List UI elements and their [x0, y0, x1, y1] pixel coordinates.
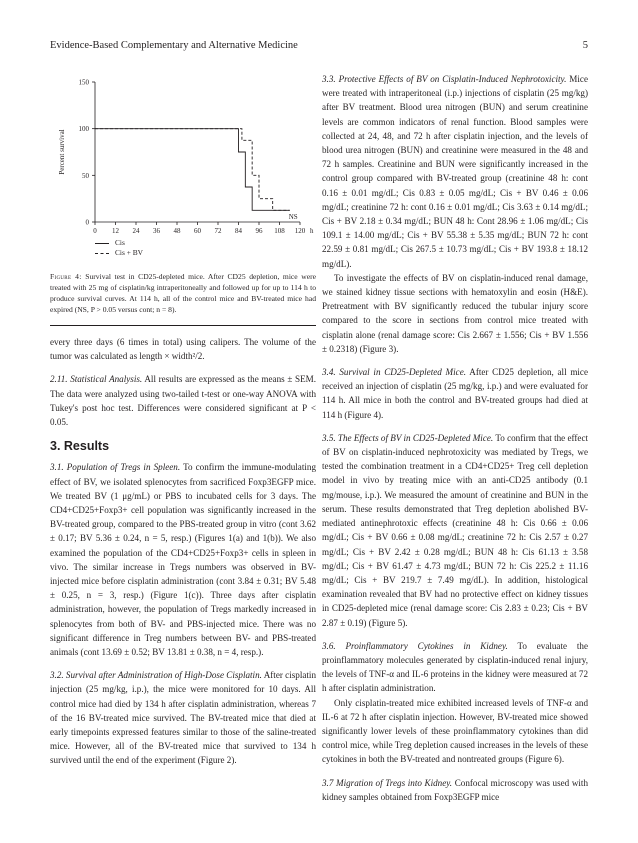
series-line-cis [95, 129, 290, 211]
x-tick-label: 108 [274, 227, 285, 235]
journal-title: Evidence-Based Complementary and Alternative Medicine [50, 40, 298, 51]
x-tick-label: 84 [235, 227, 242, 235]
x-tick-label: 0 [93, 227, 97, 235]
paragraph [322, 365, 588, 422]
figure-label: Figure 4: [50, 272, 82, 281]
figure-4 [50, 72, 316, 267]
y-tick-label: 50 [82, 171, 89, 180]
subsection-heading: 3.7 Migration of Tregs into Kidney. [322, 777, 453, 788]
x-tick-label: 48 [173, 227, 181, 235]
legend-label: Cis + BV [115, 248, 143, 257]
paragraph-text: All results are expressed as the means ± SEM. The data were analyzed using two-tailed t-test or one-way ANOVA with Tukey's post hoc test. Differences were considered significant at P < 0.05. [50, 374, 316, 428]
x-tick-label: 36 [153, 227, 160, 235]
paragraph [50, 460, 316, 659]
subsection-heading: 2.11. Statistical Analysis. [50, 374, 143, 385]
y-tick-label: 100 [78, 125, 89, 134]
paragraph: Only cisplatin-treated mice exhibited increased levels of TNF-α and IL-6 at 72 h after cisplatin injection. However, BV-treated mice showed significantly lower levels of these proinflammatory cytokines than did control mice, while Treg depletion caused increases in the levels of these cytokines in both the BV-treated and nontreated groups (Figure 6). [322, 697, 588, 765]
y-tick-label: 150 [78, 78, 89, 87]
x-tick-label: 96 [255, 227, 263, 235]
x-tick-label: 72 [214, 227, 222, 235]
x-tick-label: 60 [194, 227, 201, 235]
y-axis-label: Percent survival [58, 129, 66, 175]
page-number: 5 [582, 40, 588, 51]
x-tick-label: 120 [294, 227, 306, 235]
legend-solid-line-icon [95, 243, 109, 244]
x-tick-label: 12 [112, 227, 119, 235]
y-tick-label: 0 [85, 218, 89, 227]
paragraph-text: Confocal microscopy was used with kidney samples obtained from Foxp3EGFP mice [322, 777, 589, 802]
right-column [322, 72, 588, 804]
subsection-heading: 3.6. Proinflammatory Cytokines in Kidney. [322, 640, 508, 651]
subsection-heading: 3.2. Survival after Administration of High-Dose Cisplatin. [50, 670, 262, 681]
section-heading: 3. Results [50, 439, 110, 454]
paragraph [322, 72, 588, 271]
paragraph-text: Mice were treated with intraperitoneal (i.p.) injections of cisplatin (25 mg/kg) after BV treatment. Blood urea nitrogen (BUN) and serum creatinine levels are common indicators of renal function. Blood samples were collected at 24, 48, and 72 h after cisplatin injection, and the levels of blood urea nitrogen (BUN) and creatinine were measured in the 48 and 72 h samples. Creatinine and BUN were significantly increased in the control group compared with BV-treated group (creatinine 48 h: cont 0.16 ± 0.01 mg/dL; Cis 0.83 ± 0.05 mg/dL; Cis + BV 0.46 ± 0.06 mg/dL; creatinine 72 h: cont 0.16 ± 0.01 mg/dL; Cis 3.63 ± 0.14 mg/dL; Cis + BV 2.18 ± 0.34 mg/dL; BUN 48 h: Cont 28.96 ± 1.06 mg/dL; Cis 109.1 ± 14.00 mg/dL; Cis + BV 55.38 ± 5.35 mg/dL; BUN 72 h: cont 22.59 ± 0.81 mg/dL; Cis 267.5 ± 10.73 mg/dL; Cis + BV 193.8 ± 18.12 mg/dL). [322, 74, 588, 269]
subsection-heading: 3.5. The Effects of BV in CD25-Depleted Mice. [322, 432, 494, 443]
survival-chart [50, 72, 316, 267]
paragraph-text: To confirm that the effect of BV on cisplatin-induced nephrotoxicity was mediated by Tregs, we tested the combination treatment in a CD4+CD25+ Treg cell depletion model in vivo by treating mice with an anti-CD25 antibody (0.1 mg/mouse, i.p.). We measured the amount of creatinine and BUN in the serum. These results demonstrated that Treg depletion abolished BV-mediated antinephrotoxic effects (creatinine 48 h: Cis 0.66 ± 0.06 mg/dL; Cis + BV 0.66 ± 0.08 mg/dL; creatinine 72 h: Cis 2.57 ± 0.27 mg/dL; Cis + BV 2.42 ± 0.28 mg/dL; BUN 48 h: Cis 61.13 ± 3.58 mg/dL; Cis + BV 61.47 ± 4.73 mg/dL; BUN 72 h: Cis 225.2 ± 11.16 mg/dL; Cis + BV 219.7 ± 7.49 mg/dL). In addition, histological examination revealed that BV had no protective effect on kidney tissues in CD25-depleted mice (renal damage score: Cis 2.83 ± 0.23; Cis + BV 2.87 ± 0.19) (Figure 5). [322, 432, 589, 628]
paragraph-text: To confirm the immune-modulating effect of BV, we isolated splenocytes from sacrificed Foxp3EGFP mice. We treated BV (1 μg/mL) or PBS to incubated cells for 3 days. The CD4+CD25+Foxp3+ cell population was significantly increased in the BV-treated group, compared to the PBS-treated group in vitro (cont 3.62 ± 0.17; BV 5.36 ± 0.24, n = 5, resp.) (Figures 1(a) and 1(b)). We also examined the population of the CD4+CD25+Foxp3+ cells in spleen in vivo. The similar increase in Tregs numbers was observed in BV-injected mice before cisplatin administration (cont 3.84 ± 0.31; BV 5.48 ± 0.25, n = 3, resp.) (Figure 1(c)). Three days after cisplatin administration, however, the population of Tregs markedly increased in splenocytes from both of BV- and PBS-injected mice. There was no significant difference in Treg numbers between BV- and PBS-treated animals (cont 13.69 ± 0.52; BV 13.81 ± 0.38, n = 4, resp.). [50, 462, 316, 658]
paragraph [322, 776, 588, 804]
x-axis-label: h [310, 227, 314, 235]
paragraph-text: After CD25 depletion, all mice received an injection of cisplatin (25 mg/kg, i.p.) and were evaluated for 114 h. All mice in both the control and BV-treated groups had died at 114 h (Figure 4). [322, 367, 589, 420]
paragraph: every three days (6 times in total) using calipers. The volume of the tumor was calculated as length × width²/2. [50, 337, 316, 362]
paragraph [322, 431, 588, 630]
paragraph-text: After cisplatin injection (25 mg/kg, i.p.), the mice were monitored for 10 days. All control mice had died by 134 h after cisplatin administration, whereas 7 of the 16 BV-treated mice survived. The BV-treated mice that died at early timepoints expressed features similar to those of the saline-treated mice. However, all of the BV-treated mice that survived to 134 h survived until the end of the experiment (Figure 2). [50, 670, 316, 766]
caption-divider [50, 325, 316, 326]
figure-caption [50, 271, 316, 315]
legend-label: Cis [115, 238, 125, 247]
legend-entry-cis-bv [95, 248, 143, 258]
x-tick-label: 24 [132, 227, 140, 235]
left-column [50, 72, 316, 768]
subsection-heading: 3.4. Survival in CD25-Depleted Mice. [322, 367, 467, 378]
running-head [50, 40, 588, 51]
paragraph [50, 372, 316, 429]
legend-entry-cis [95, 238, 143, 248]
chart-legend [95, 238, 143, 258]
series-line-cis-bv [95, 129, 290, 211]
paragraph [322, 639, 588, 696]
paragraph: To investigate the effects of BV on cisplatin-induced renal damage, we stained kidney tissue sections with hematoxylin and eosin (H&E). Pretreatment with BV significantly reduced the tubular injury score compared to the score in sections from control mice treated with cisplatin alone (renal damage score: Cis 2.667 ± 1.556; Cis + BV 1.556 ± 0.2318) (Figure 3). [322, 272, 588, 354]
ns-annotation: NS [288, 213, 298, 222]
subsection-heading: 3.3. Protective Effects of BV on Cisplatin-Induced Nephrotoxicity. [322, 74, 567, 84]
legend-dashed-line-icon [95, 253, 109, 254]
paragraph-text: To evaluate the proinflammatory molecules generated by cisplatin-induced renal injury, the levels of TNF-α and IL-6 proteins in the kidney were measured at 72 h after cisplatin administration. [322, 640, 588, 694]
caption-text: Survival test in CD25-depleted mice. After CD25 depletion, mice were treated with 25 mg of cisplatin/kg intraperitoneally and followed up for up to 114 h to produce survival curves. At 114 h, all of the control mice and BV-treated mice had expired (NS, P > 0.05 versus cont; n = 8). [50, 272, 316, 314]
paragraph [50, 668, 316, 767]
subsection-heading: 3.1. Population of Tregs in Spleen. [50, 462, 181, 473]
